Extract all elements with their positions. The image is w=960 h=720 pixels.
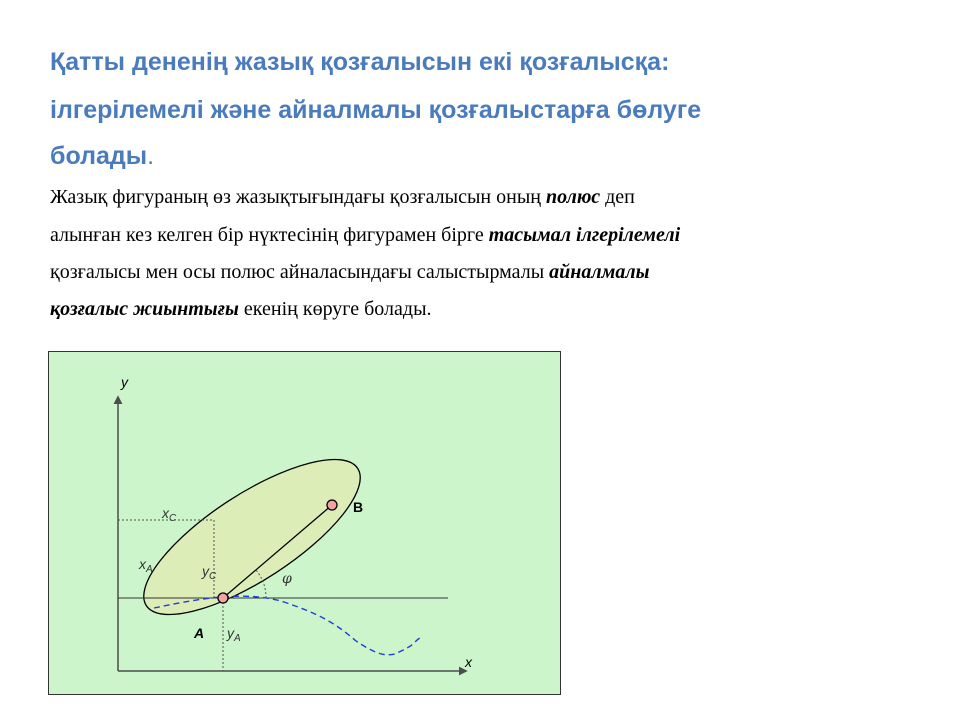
body-line-4-end: екенің көруге болады. xyxy=(243,298,432,320)
title-line-3-end: . xyxy=(147,142,155,170)
body-line-1-bold: полюс xyxy=(545,186,601,208)
body-line-4 xyxy=(50,298,432,321)
xa-label-sub: A xyxy=(146,564,153,575)
body-line-3-bold: айналмалы xyxy=(549,261,650,283)
body-line-1-text: Жазық фигураның өз жазықтығындағы қозғалысын оның xyxy=(50,186,541,208)
yc-label-main: y xyxy=(202,563,209,579)
point-a-marker xyxy=(218,593,228,603)
body-line-2 xyxy=(50,224,680,247)
body-line-4-bold: қозғалыс жиынтығы xyxy=(50,298,239,320)
body-line-3-text: қозғалысы мен осы полюс айналасындағы салыстырмалы xyxy=(50,261,545,283)
yc-label-sub: C xyxy=(209,571,217,582)
xc-label-main: x xyxy=(162,505,169,521)
xc-label-sub: C xyxy=(169,513,177,524)
title-line-3-text: болады xyxy=(50,142,148,170)
x-axis-label: x xyxy=(465,654,472,670)
body-line-2-bold: тасымал ілгерілемелі xyxy=(488,224,681,246)
y-axis-label: y xyxy=(121,374,128,390)
xa-label-main: x xyxy=(139,556,146,572)
phi-label: φ xyxy=(282,571,292,587)
ya-label-main: y xyxy=(227,625,234,641)
point-b-label: B xyxy=(353,499,364,515)
motion-diagram xyxy=(48,351,561,695)
title-line-1: Қатты дененің жазық қозғалысын екі қозғалысқа: xyxy=(50,48,670,76)
ya-label-sub: A xyxy=(234,633,241,644)
point-b-marker xyxy=(327,500,337,510)
point-a-label: A xyxy=(194,625,205,641)
title-line-3 xyxy=(50,142,154,171)
body-line-2-text: алынған кез келген бір нүктесінің фигурамен бірге xyxy=(50,224,484,246)
body-line-3 xyxy=(50,261,649,284)
title-line-2: ілгерілемелі және айналмалы қозғалыстарға бөлуге xyxy=(50,96,702,124)
body-line-1-end: деп xyxy=(605,186,635,208)
body-line-1 xyxy=(50,186,635,209)
